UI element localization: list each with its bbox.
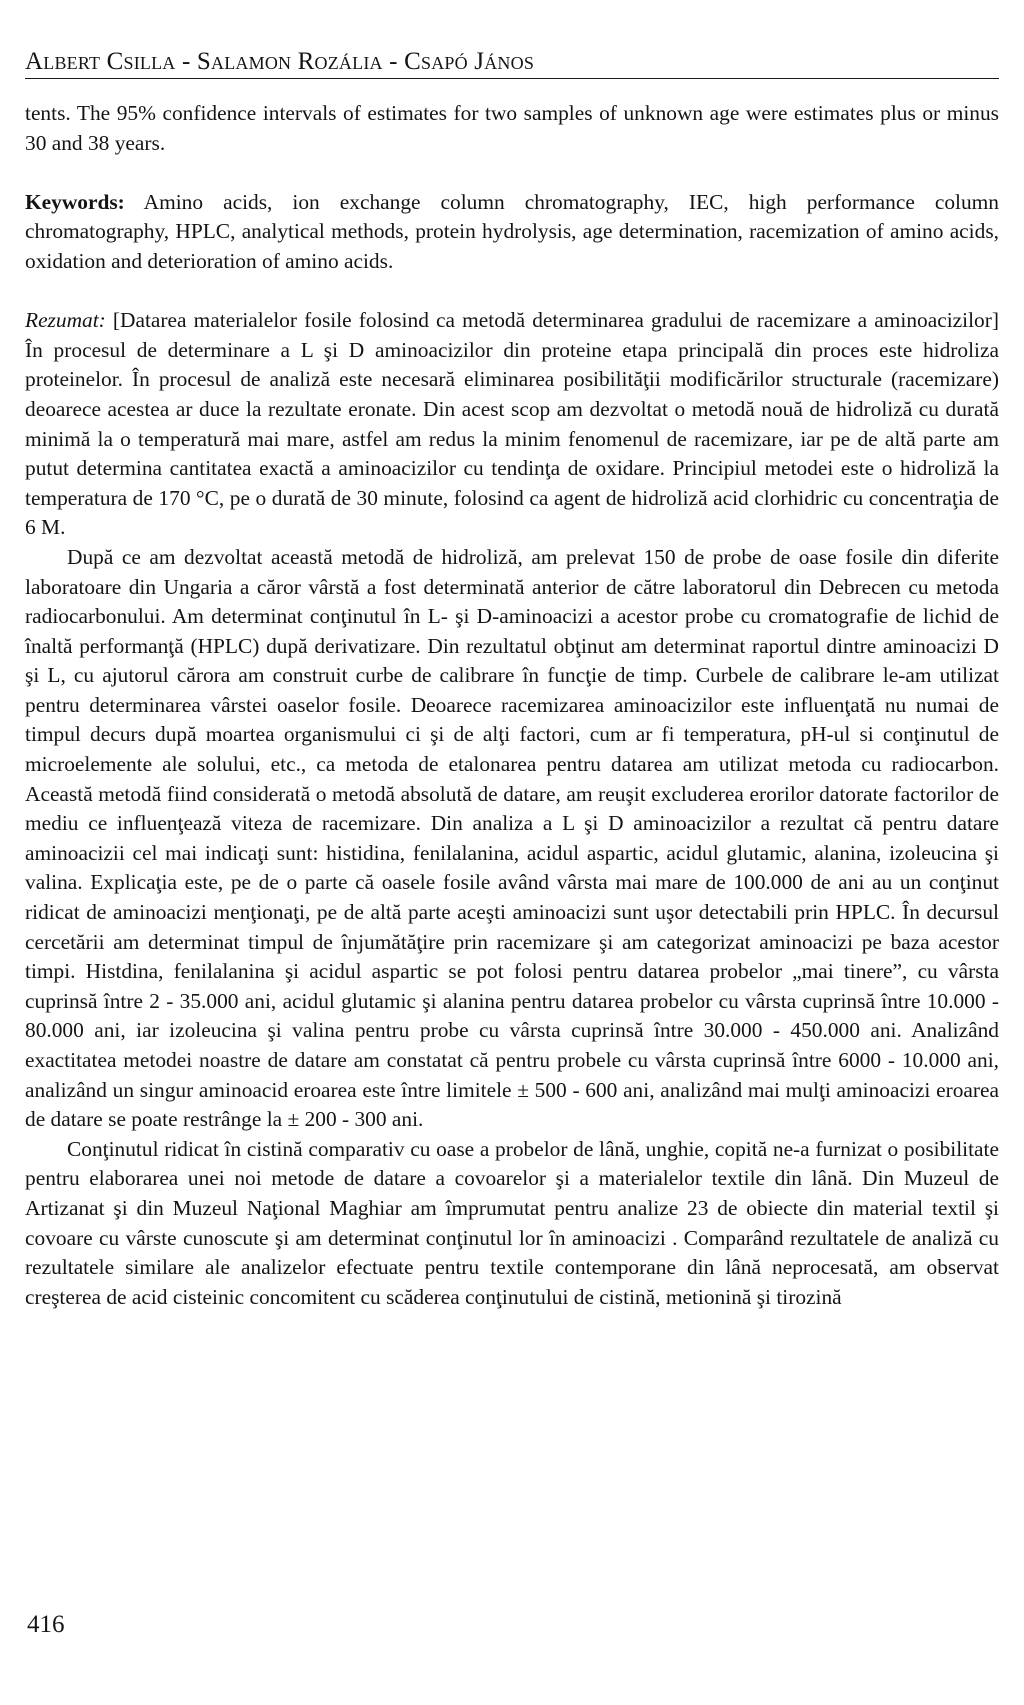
page-number: 416 — [27, 1611, 65, 1638]
header-rule — [25, 78, 999, 79]
body-paragraph-2: După ce am dezvoltat această metodă de hidroliză, am prelevat 150 de probe de oase fosile din diferite laboratoare din Ungaria a căror vârstă a fost determinată anterior de către laboratorul din Debrecen cu metoda radiocarbonului. Am determinat conţinutul în L- şi D-aminoacizi a acestor probe cu cromatografie de lichid de înaltă performanţă (HPLC) după derivatizare. Din rezultatul obţinut am determinat raportul dintre aminoacizi D şi L, cu ajutorul cărora am construit curbe de calibrare în funcţie de timp. Curbele de calibrare le-am utilizat pentru determinarea vârstei oaselor fosile. Deoarece racemizarea aminoacizilor este influenţată nu numai de timpul decurs după moartea organismului ci şi de alţi factori, cum ar fi temperatura, pH-ul si conţinutul de microelemente ale solului, etc., ca metoda de etalonarea pentru datarea am utilizat metoda cu radiocarbon. Această metodă fiind considerată o metodă absolută de datare, am reuşit excluderea erorilor datorate factorilor de mediu ce influenţează viteza de racemizare. Din analiza a L şi D aminoacizilor a rezultat că pentru datare aminoacizii cel mai indicaţi sunt: histidina, fenilalanina, acidul aspartic, acidul glutamic, alanina, izoleucina şi valina. Explicaţia este, pe de o parte că oasele fosile având vârsta mai mare de 100.000 de ani au un conţinut ridicat de aminoacizi menţionaţi, pe de altă parte aceşti aminoacizi sunt uşor detectabili prin HPLC. În decursul cercetării am determinat timpul de înjumătăţire prin racemizare şi am categorizat aminoacizi pe baza acestor timpi. Histdina, fenilalanina şi acidul aspartic se pot folosi pentru datarea probelor „mai tinere”, cu vârsta cuprinsă între 2 - 35.000 ani, acidul glutamic şi alanina pentru datarea probelor cu vârsta cuprinsă între 10.000 - 80.000 ani, iar izoleucina şi valina pentru probe cu vârsta cuprinsă între 30.000 - 450.000 ani. Analizând exactitatea metodei noastre de datare am constatat că pentru probele cu vârsta cuprinsă între 6000 - 10.000 ani, analizând un singur aminoacid eroarea este între limitele ± 500 - 600 ani, analizând mai mulţi aminoacizi eroarea de datare se poate restrânge la ± 200 - 300 ani. — [25, 544, 999, 1132]
rezumat-paragraph — [25, 306, 999, 543]
rezumat-label: Rezumat: — [25, 308, 106, 333]
keywords-paragraph — [25, 188, 999, 277]
keywords-text: Amino acids, ion exchange column chromatography, IEC, high performance column chromatography, HPLC, analytical methods, protein hydrolysis, age determination, racemization of amino acids, oxidation and deterioration of amino acids. — [25, 189, 999, 273]
body-paragraph-3: Conţinutul ridicat în cistină comparativ cu oase a probelor de lână, unghie, copită ne-a furnizat o posibilitate pentru elaborarea unei noi metode de datare a covoarelor şi a materialelor textile din lână. Din Muzeul de Artizanat şi din Muzeul Naţional Maghiar am împrumutat pentru analize 23 de obiecte din material textil şi covoare cu vârste cunoscute şi am determinat conţinutul lor în aminoacizi . Comparând rezultatele de analiză cu rezultatele similare ale analizelor efectuate pentru textile contemporane din lână neprocesată, am observat creşterea de acid cisteinic concomitent cu scăderea conţinutului de cistină, metionină şi tirozină — [25, 1136, 999, 1309]
abstract-end-paragraph: tents. The 95% confidence intervals of estimates for two samples of unknown age were estimates plus or minus 30 and 38 years. — [25, 101, 999, 155]
keywords-label: Keywords: — [25, 189, 125, 214]
running-head-authors: Albert Csilla - Salamon Rozália - Csapó János — [25, 48, 535, 75]
rezumat-text: [Datarea materialelor fosile folosind ca metodă determinarea gradului de racemizare a aminoacizilor] În procesul de determinare a L şi D aminoacizilor din proteine etapa principală din proces este hidroliza proteinelor. În procesul de analiză este necesară eliminarea posibilităţii modificărilor structurale (racemizare) deoarece acestea ar duce la rezultate eronate. Din acest scop am dezvoltat o metodă nouă de hidroliză cu durată minimă la o temperatură mai mare, astfel am redus la minim fenomenul de racemizare, iar pe de altă parte am putut determina cantitatea exactă a aminoacizilor cu tendinţa de oxidare. Principiul metodei este o hidroliză la temperatura de 170 °C, pe o durată de 30 minute, folosind ca agent de hidroliză acid clorhidric cu concentraţia de 6 M. — [25, 308, 999, 540]
body-text — [25, 99, 999, 1312]
page — [25, 0, 999, 1705]
